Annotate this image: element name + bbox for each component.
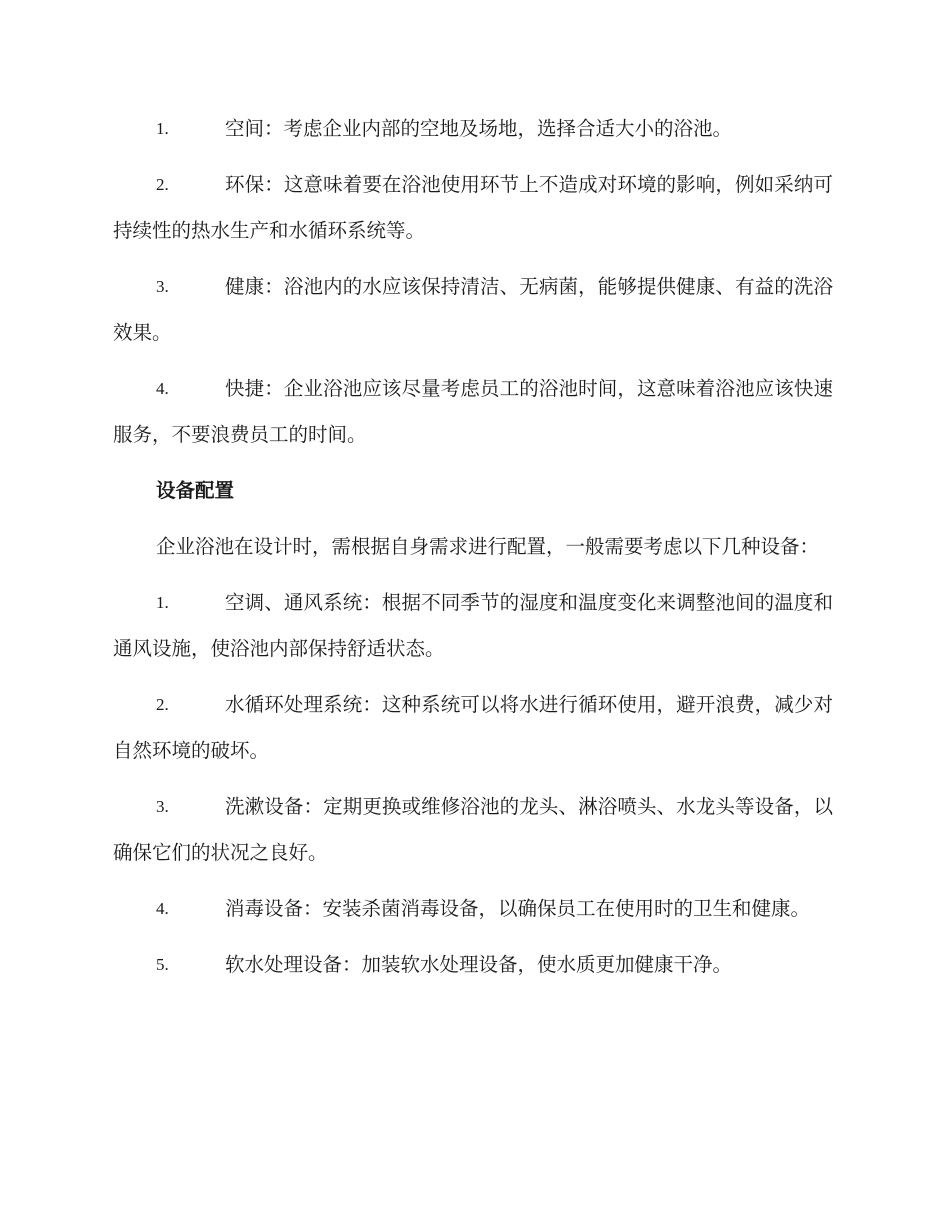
list-item-number: 4.: [156, 899, 169, 918]
list-item-text: 空调、通风系统：根据不同季节的湿度和温度变化来调整池间的温度和通风设施，使浴池内部保持舒适状态。: [113, 591, 833, 660]
list-item: [113, 886, 833, 932]
list-item: [113, 784, 833, 876]
requirements-list: [113, 106, 833, 458]
list-item: [113, 106, 833, 152]
list-item-text: 消毒设备：安装杀菌消毒设备，以确保员工在使用时的卫生和健康。: [225, 897, 811, 920]
list-item-number: 3.: [156, 797, 169, 816]
list-item-text: 健康：浴池内的水应该保持清洁、无病菌，能够提供健康、有益的洗浴效果。: [113, 275, 833, 344]
list-item-number: 3.: [156, 277, 169, 296]
list-item-text: 环保：这意味着要在浴池使用环节上不造成对环境的影响，例如采纳可持续性的热水生产和水循环系统等。: [113, 173, 833, 242]
list-item: [113, 942, 833, 988]
list-item-text: 快捷：企业浴池应该尽量考虑员工的浴池时间，这意味着浴池应该快速服务，不要浪费员工的时间。: [113, 377, 833, 446]
document-body: [113, 106, 833, 998]
list-item: [113, 682, 833, 774]
list-item: [113, 366, 833, 458]
list-item-text: 水循环处理系统：这种系统可以将水进行循环使用，避开浪费，减少对自然环境的破坏。: [113, 693, 833, 762]
list-item: [113, 580, 833, 672]
list-item-number: 2.: [156, 695, 169, 714]
list-item: [113, 162, 833, 254]
equipment-list: [113, 580, 833, 988]
list-item-number: 5.: [156, 955, 169, 974]
intro-paragraph: 企业浴池在设计时，需根据自身需求进行配置，一般需要考虑以下几种设备：: [156, 535, 820, 558]
list-item-number: 1.: [156, 119, 169, 138]
list-item: [113, 264, 833, 356]
list-item-text: 空间：考虑企业内部的空地及场地，选择合适大小的浴池。: [225, 117, 733, 140]
list-item-text: 软水处理设备：加装软水处理设备，使水质更加健康干净。: [225, 953, 733, 976]
list-item-number: 4.: [156, 379, 169, 398]
section-heading: 设备配置: [156, 479, 235, 502]
list-item-number: 2.: [156, 175, 169, 194]
list-item-number: 1.: [156, 593, 169, 612]
list-item-text: 洗漱设备：定期更换或维修浴池的龙头、淋浴喷头、水龙头等设备，以确保它们的状况之良好。: [113, 795, 833, 864]
